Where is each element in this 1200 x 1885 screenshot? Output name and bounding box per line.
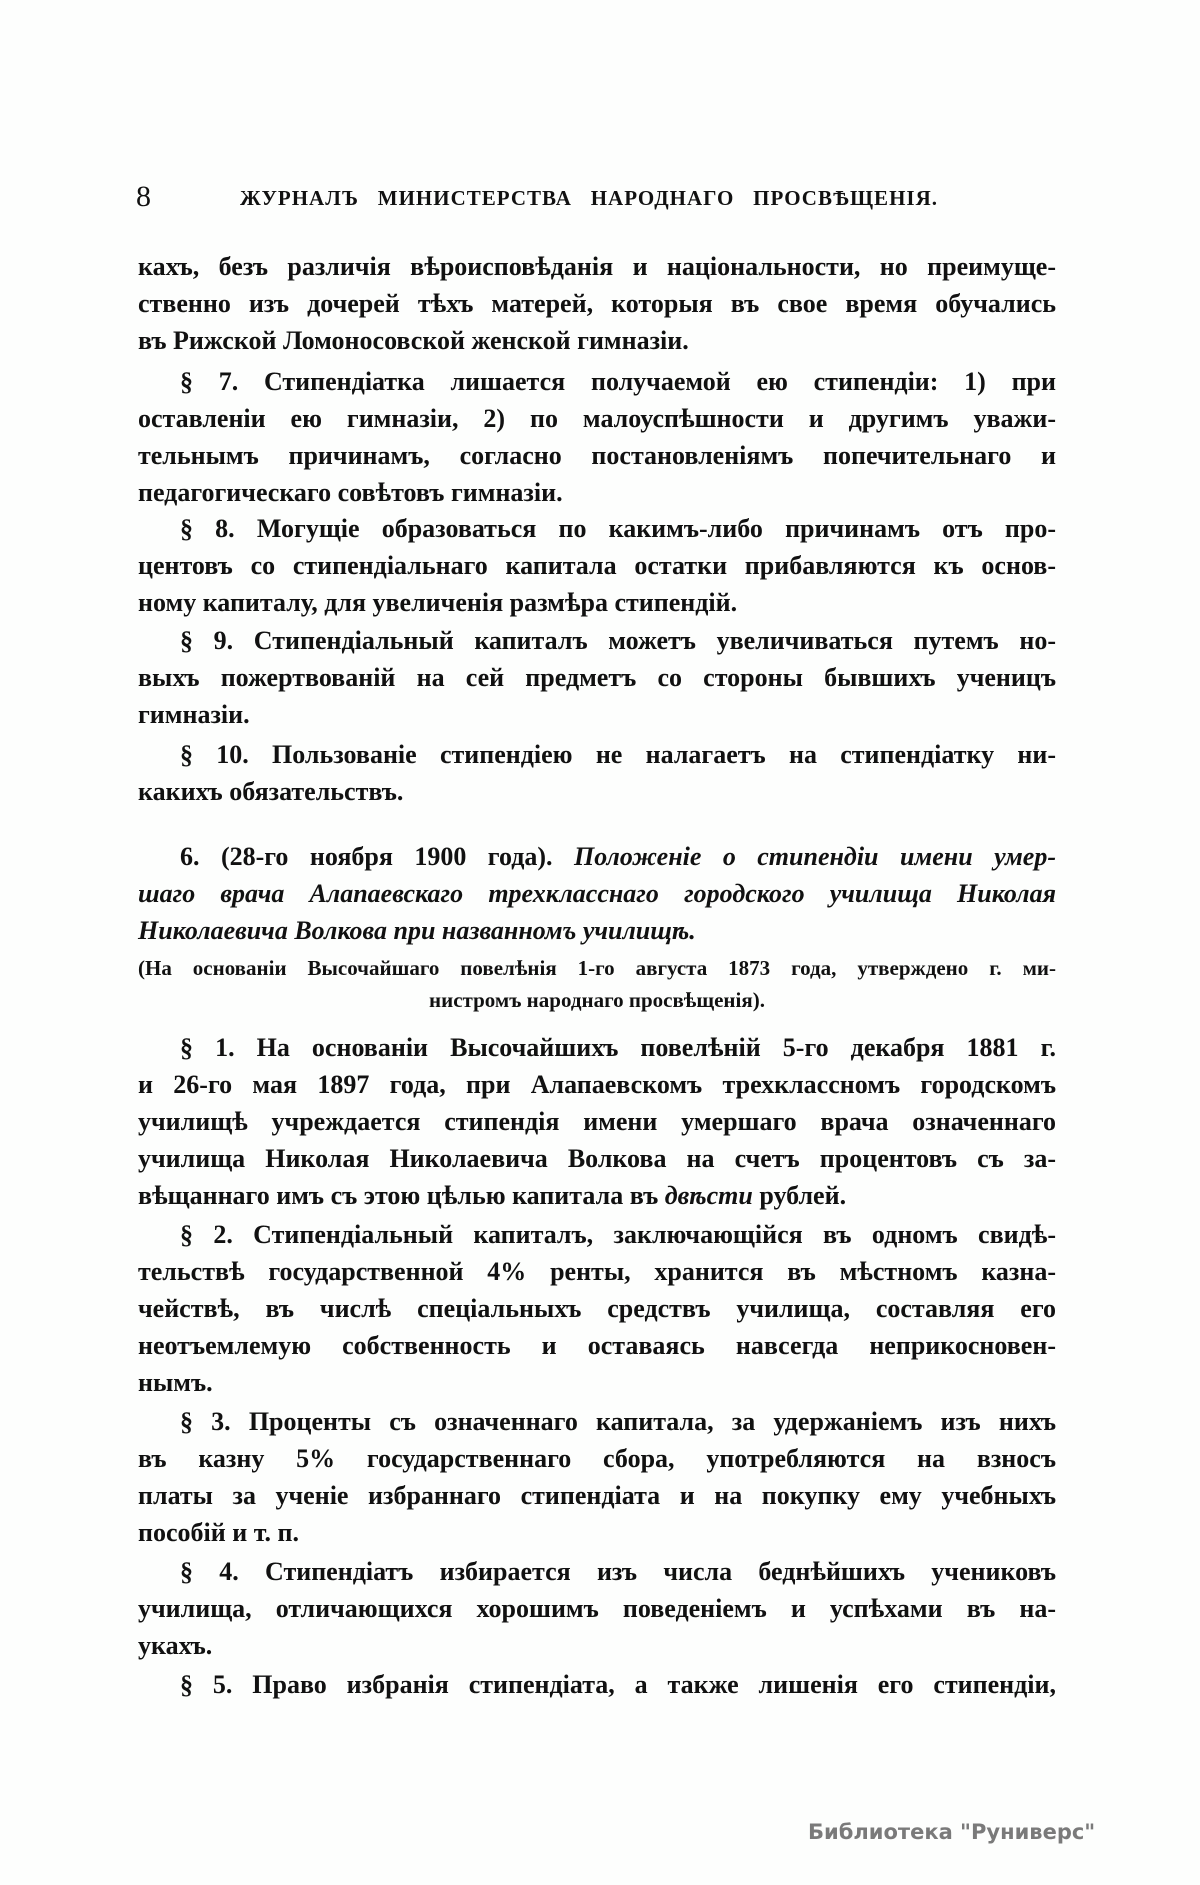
text-span: укахъ. (138, 1631, 213, 1660)
text-line (138, 1140, 1056, 1177)
paragraph (138, 1403, 1056, 1551)
text-span: выхъ пожертвованій на сей предметъ со стороны бывшихъ ученицъ (138, 663, 1056, 692)
page-number: 8 (136, 180, 151, 213)
text-span: рублей. (752, 1181, 847, 1210)
paragraph (138, 1553, 1056, 1664)
paragraph (138, 248, 1056, 359)
paragraph (138, 510, 1056, 621)
text-span: вѣщаннаго имъ съ этою цѣлью капитала въ (138, 1181, 665, 1210)
text-span: гимназіи. (138, 700, 250, 729)
text-line (138, 1177, 1056, 1214)
italic-text: Положеніе о стипендіи имени умер- (573, 842, 1056, 871)
text-line (138, 248, 1056, 285)
text-span: и 26-го мая 1897 года, при Алапаевскомъ трехклассномъ городскомъ (138, 1070, 1056, 1099)
text-span: училища, отличающихся хорошимъ поведеніемъ и успѣхами въ на- (138, 1594, 1056, 1623)
text-span: оставленіи ею гимназіи, 2) по малоуспѣшности и другимъ уважи- (138, 404, 1056, 433)
text-span: тельствѣ государственной 4% ренты, хранится въ мѣстномъ казна- (138, 1257, 1056, 1286)
text-line (138, 1440, 1056, 1477)
text-span: (На основаніи Высочайшаго повелѣнія 1-го августа 1873 года, утверждено г. ми- (138, 956, 1056, 980)
text-span: § 2. Стипендіальный капиталъ, заключающійся въ одномъ свидѣ- (180, 1220, 1056, 1249)
text-span: ственно изъ дочерей тѣхъ матерей, которыя въ свое время обучались (138, 289, 1056, 318)
text-line (138, 1066, 1056, 1103)
text-span: неотъемлемую собственность и оставаясь навсегда неприкосновен- (138, 1331, 1056, 1360)
text-line (138, 1403, 1056, 1440)
text-line (138, 875, 1056, 912)
text-span: педагогическаго совѣтовъ гимназіи. (138, 478, 563, 507)
text-line (138, 285, 1056, 322)
text-line (138, 1290, 1056, 1327)
italic-text: шаго врача Алапаевскаго трехкласснаго городского училища Николая (138, 879, 1056, 908)
text-span: § 10. Пользованіе стипендіею не налагаетъ на стипендіатку ни- (180, 740, 1056, 769)
italic-text: Николаевича Волкова при названномъ училищѣ. (138, 916, 696, 945)
text-line (138, 1666, 1056, 1703)
text-line (138, 912, 1056, 949)
text-span: платы за ученіе избраннаго стипендіата и на покупку ему учебныхъ (138, 1481, 1056, 1510)
text-line (138, 510, 1056, 547)
text-line (138, 584, 1056, 621)
text-line (138, 1477, 1056, 1514)
text-line (138, 773, 1056, 810)
text-line (138, 547, 1056, 584)
text-span: нымъ. (138, 1368, 213, 1397)
text-span: § 5. Право избранія стипендіата, а также лишенія его стипендіи, (180, 1670, 1056, 1699)
text-span: § 8. Могущіе образоваться по какимъ-либо причинамъ отъ про- (180, 514, 1056, 543)
text-line (138, 400, 1056, 437)
text-line (138, 659, 1056, 696)
paragraph (138, 1216, 1056, 1401)
text-span: ному капиталу, для увеличенія размѣра стипендій. (138, 588, 738, 617)
text-line (138, 736, 1056, 773)
text-line (138, 1364, 1056, 1401)
text-line (138, 838, 1056, 875)
paragraph (138, 838, 1056, 949)
text-line (138, 1553, 1056, 1590)
text-line (138, 1253, 1056, 1290)
text-line (138, 1514, 1056, 1551)
text-span: § 4. Стипендіатъ избирается изъ числа беднѣйшихъ учениковъ (180, 1557, 1056, 1586)
paragraph (138, 1029, 1056, 1214)
text-line (138, 1590, 1056, 1627)
text-line (138, 622, 1056, 659)
paragraph (138, 622, 1056, 733)
text-span: § 1. На основаніи Высочайшихъ повелѣній 5-го декабря 1881 г. (180, 1033, 1056, 1062)
text-span: въ казну 5% государственнаго сбора, употребляются на взносъ (138, 1444, 1056, 1473)
text-line (138, 696, 1056, 733)
text-span: § 9. Стипендіальный капиталъ можетъ увеличиваться путемъ но- (180, 626, 1056, 655)
text-span: училищѣ учреждается стипендія имени умершаго врача означеннаго (138, 1107, 1056, 1136)
paragraph (138, 952, 1056, 1016)
text-span: § 3. Проценты съ означеннаго капитала, за удержаніемъ изъ нихъ (180, 1407, 1056, 1436)
text-line (138, 1216, 1056, 1253)
text-span: пособій и т. п. (138, 1518, 300, 1547)
paragraph (138, 736, 1056, 810)
running-title: ЖУРНАЛЪ МИНИСТЕРСТВА НАРОДНАГО ПРОСВѢЩЕНІЯ. (240, 186, 938, 210)
italic-text: двѣсти (664, 1181, 753, 1210)
text-span: нистромъ народнаго просвѣщенія). (429, 988, 765, 1012)
paragraph (138, 363, 1056, 511)
text-line (138, 1327, 1056, 1364)
text-span: § 7. Стипендіатка лишается получаемой ею стипендіи: 1) при (180, 367, 1056, 396)
text-line (138, 322, 1056, 359)
text-line (138, 437, 1056, 474)
text-span: тельнымъ причинамъ, согласно постановленіямъ попечительнаго и (138, 441, 1056, 470)
text-line (138, 474, 1056, 511)
text-line (138, 952, 1056, 984)
text-span: училища Николая Николаевича Волкова на счетъ процентовъ съ за- (138, 1144, 1056, 1173)
library-watermark: Библиотека "Руниверс" (808, 1820, 1096, 1844)
text-span: 6. (28-го ноября 1900 года). (180, 842, 574, 871)
text-span: кахъ, безъ различія вѣроисповѣданія и національности, но преимуще- (138, 252, 1056, 281)
text-line (138, 1627, 1056, 1664)
text-line (138, 363, 1056, 400)
text-span: центовъ со стипендіальнаго капитала остатки прибавляются къ основ- (138, 551, 1056, 580)
text-span: какихъ обязательствъ. (138, 777, 404, 806)
text-line (138, 1103, 1056, 1140)
paragraph (138, 1666, 1056, 1703)
text-span: чействѣ, въ числѣ спеціальныхъ средствъ училища, составляя его (138, 1294, 1056, 1323)
text-line (138, 1029, 1056, 1066)
text-line (138, 984, 1056, 1016)
text-span: въ Рижской Ломоносовской женской гимназіи. (138, 326, 689, 355)
